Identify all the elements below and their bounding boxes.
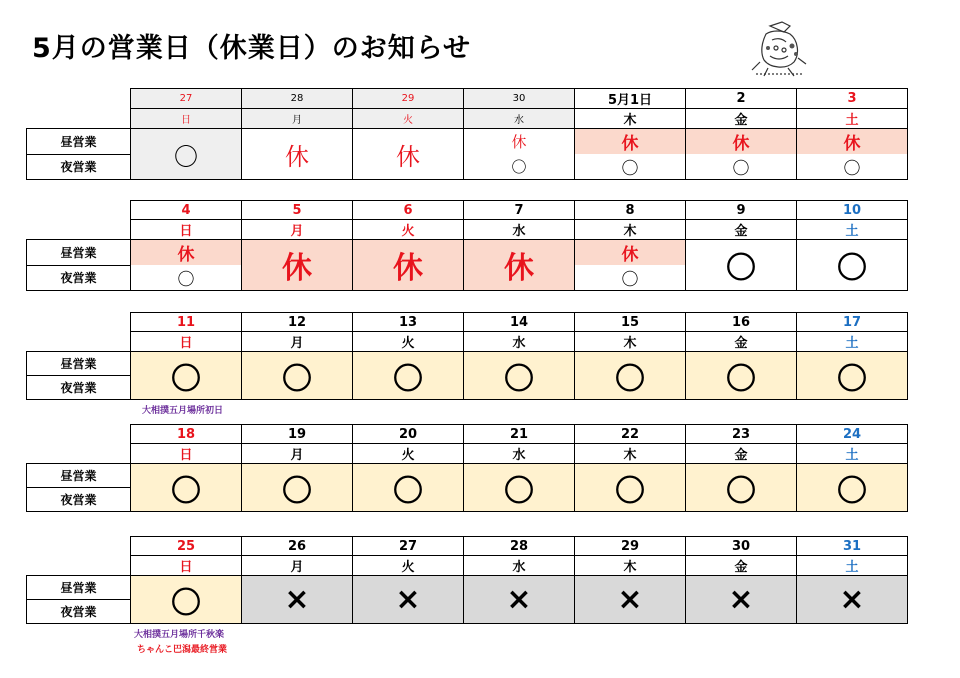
- weekday-cell: 日: [131, 556, 242, 576]
- date-cell: 13: [353, 313, 464, 332]
- date-cell: 10: [797, 201, 908, 220]
- closed-mark: 休: [353, 129, 464, 180]
- closed-mark: 休: [464, 129, 575, 155]
- corner-blank: [27, 89, 131, 109]
- date-cell: 11: [131, 313, 242, 332]
- open-mark: 〇: [797, 352, 908, 400]
- open-mark: 〇: [131, 576, 242, 624]
- weekday-cell: 火: [353, 556, 464, 576]
- date-cell: 21: [464, 425, 575, 444]
- weekday-cell: 木: [575, 444, 686, 464]
- corner-blank: [27, 444, 131, 464]
- open-mark: 〇: [242, 352, 353, 400]
- week-2-table: [26, 200, 908, 291]
- day-service-label: 昼営業: [27, 352, 131, 376]
- closed-mark: 休: [686, 129, 797, 155]
- weekday-cell: 水: [464, 109, 575, 129]
- date-cell: 19: [242, 425, 353, 444]
- day-service-label: 昼営業: [27, 576, 131, 600]
- note-last-business-day: ちゃんこ巴潟最終営業: [137, 645, 228, 655]
- open-mark: 〇: [575, 265, 686, 291]
- weekday-cell: 月: [242, 109, 353, 129]
- weekday-cell: 土: [797, 444, 908, 464]
- weekday-cell: 金: [686, 556, 797, 576]
- closed-mark: 休: [242, 129, 353, 180]
- open-mark: 〇: [353, 352, 464, 400]
- closed-mark: 休: [797, 129, 908, 155]
- open-mark: 〇: [686, 464, 797, 512]
- open-mark: 〇: [131, 352, 242, 400]
- date-cell: 28: [242, 89, 353, 109]
- date-cell: 2: [686, 89, 797, 109]
- date-cell: 22: [575, 425, 686, 444]
- open-mark: 〇: [575, 352, 686, 400]
- corner-blank: [27, 537, 131, 556]
- closed-mark: 休: [464, 240, 575, 291]
- open-mark: 〇: [686, 154, 797, 180]
- weekday-cell: 水: [464, 220, 575, 240]
- corner-blank: [27, 332, 131, 352]
- open-mark: 〇: [575, 154, 686, 180]
- weekday-cell: 火: [353, 220, 464, 240]
- open-mark: 〇: [131, 129, 242, 180]
- weekday-cell: 月: [242, 556, 353, 576]
- date-cell: 7: [464, 201, 575, 220]
- date-cell: 4: [131, 201, 242, 220]
- night-service-label: 夜営業: [27, 376, 131, 400]
- date-cell: 14: [464, 313, 575, 332]
- date-cell: 31: [797, 537, 908, 556]
- date-cell: 26: [242, 537, 353, 556]
- no-service-mark: ×: [686, 576, 797, 624]
- weekday-cell: 火: [353, 332, 464, 352]
- date-cell: 29: [575, 537, 686, 556]
- weekday-cell: 月: [242, 220, 353, 240]
- date-cell: 16: [686, 313, 797, 332]
- date-cell: 25: [131, 537, 242, 556]
- date-cell: 18: [131, 425, 242, 444]
- date-cell: 8: [575, 201, 686, 220]
- corner-blank: [27, 425, 131, 444]
- weekday-cell: 日: [131, 332, 242, 352]
- open-mark: 〇: [464, 154, 575, 180]
- open-mark: 〇: [797, 464, 908, 512]
- closed-mark: 休: [575, 240, 686, 266]
- corner-blank: [27, 109, 131, 129]
- weekday-cell: 月: [242, 444, 353, 464]
- weekday-cell: 火: [353, 109, 464, 129]
- night-service-label: 夜営業: [27, 600, 131, 624]
- date-cell: 6: [353, 201, 464, 220]
- night-service-label: 夜営業: [27, 265, 131, 291]
- date-cell: 20: [353, 425, 464, 444]
- date-cell: 9: [686, 201, 797, 220]
- week-1-table: [26, 88, 908, 180]
- weekday-cell: 金: [686, 444, 797, 464]
- weekday-cell: 日: [131, 109, 242, 129]
- date-cell: 17: [797, 313, 908, 332]
- date-cell: 15: [575, 313, 686, 332]
- weekday-cell: 金: [686, 109, 797, 129]
- date-cell: 5月1日: [575, 89, 686, 109]
- weekday-cell: 金: [686, 220, 797, 240]
- date-cell: 30: [686, 537, 797, 556]
- note-tournament-opening: 大相撲五月場所初日: [142, 406, 224, 416]
- no-service-mark: ×: [242, 576, 353, 624]
- night-service-label: 夜営業: [27, 154, 131, 180]
- no-service-mark: ×: [575, 576, 686, 624]
- no-service-mark: ×: [353, 576, 464, 624]
- corner-blank: [27, 201, 131, 220]
- open-mark: 〇: [797, 240, 908, 291]
- date-cell: 5: [242, 201, 353, 220]
- date-cell: 23: [686, 425, 797, 444]
- weekday-cell: 日: [131, 220, 242, 240]
- date-cell: 12: [242, 313, 353, 332]
- weekday-cell: 木: [575, 220, 686, 240]
- week-4-table: [26, 424, 908, 512]
- weekday-cell: 土: [797, 556, 908, 576]
- weekday-cell: 水: [464, 444, 575, 464]
- weekday-cell: 火: [353, 444, 464, 464]
- open-mark: 〇: [464, 464, 575, 512]
- no-service-mark: ×: [464, 576, 575, 624]
- date-cell: 29: [353, 89, 464, 109]
- note-tournament-final-day: 大相撲五月場所千秋楽: [134, 630, 225, 640]
- weekday-cell: 水: [464, 332, 575, 352]
- open-mark: 〇: [575, 464, 686, 512]
- open-mark: 〇: [131, 265, 242, 291]
- no-service-mark: ×: [797, 576, 908, 624]
- open-mark: 〇: [797, 154, 908, 180]
- weekday-cell: 金: [686, 332, 797, 352]
- week-5-table: [26, 536, 908, 624]
- corner-blank: [27, 220, 131, 240]
- day-service-label: 昼営業: [27, 240, 131, 266]
- date-cell: 30: [464, 89, 575, 109]
- date-cell: 24: [797, 425, 908, 444]
- date-cell: 28: [464, 537, 575, 556]
- day-service-label: 昼営業: [27, 129, 131, 155]
- open-mark: 〇: [686, 240, 797, 291]
- date-cell: 27: [131, 89, 242, 109]
- corner-blank: [27, 556, 131, 576]
- week-3-table: [26, 312, 908, 400]
- date-cell: 27: [353, 537, 464, 556]
- page-title: 5月の営業日（休業日）のお知らせ: [32, 33, 471, 64]
- weekday-cell: 月: [242, 332, 353, 352]
- weekday-cell: 木: [575, 556, 686, 576]
- closed-mark: 休: [353, 240, 464, 291]
- weekday-cell: 水: [464, 556, 575, 576]
- weekday-cell: 木: [575, 109, 686, 129]
- day-service-label: 昼営業: [27, 464, 131, 488]
- weekday-cell: 土: [797, 109, 908, 129]
- weekday-cell: 木: [575, 332, 686, 352]
- date-cell: 3: [797, 89, 908, 109]
- open-mark: 〇: [242, 464, 353, 512]
- sumo-wrestler-illustration-icon: [748, 18, 810, 80]
- corner-blank: [27, 313, 131, 332]
- open-mark: 〇: [464, 352, 575, 400]
- closed-mark: 休: [575, 129, 686, 155]
- weekday-cell: 土: [797, 332, 908, 352]
- night-service-label: 夜営業: [27, 488, 131, 512]
- open-mark: 〇: [686, 352, 797, 400]
- open-mark: 〇: [353, 464, 464, 512]
- closed-mark: 休: [242, 240, 353, 291]
- open-mark: 〇: [131, 464, 242, 512]
- closed-mark: 休: [131, 240, 242, 266]
- weekday-cell: 日: [131, 444, 242, 464]
- weekday-cell: 土: [797, 220, 908, 240]
